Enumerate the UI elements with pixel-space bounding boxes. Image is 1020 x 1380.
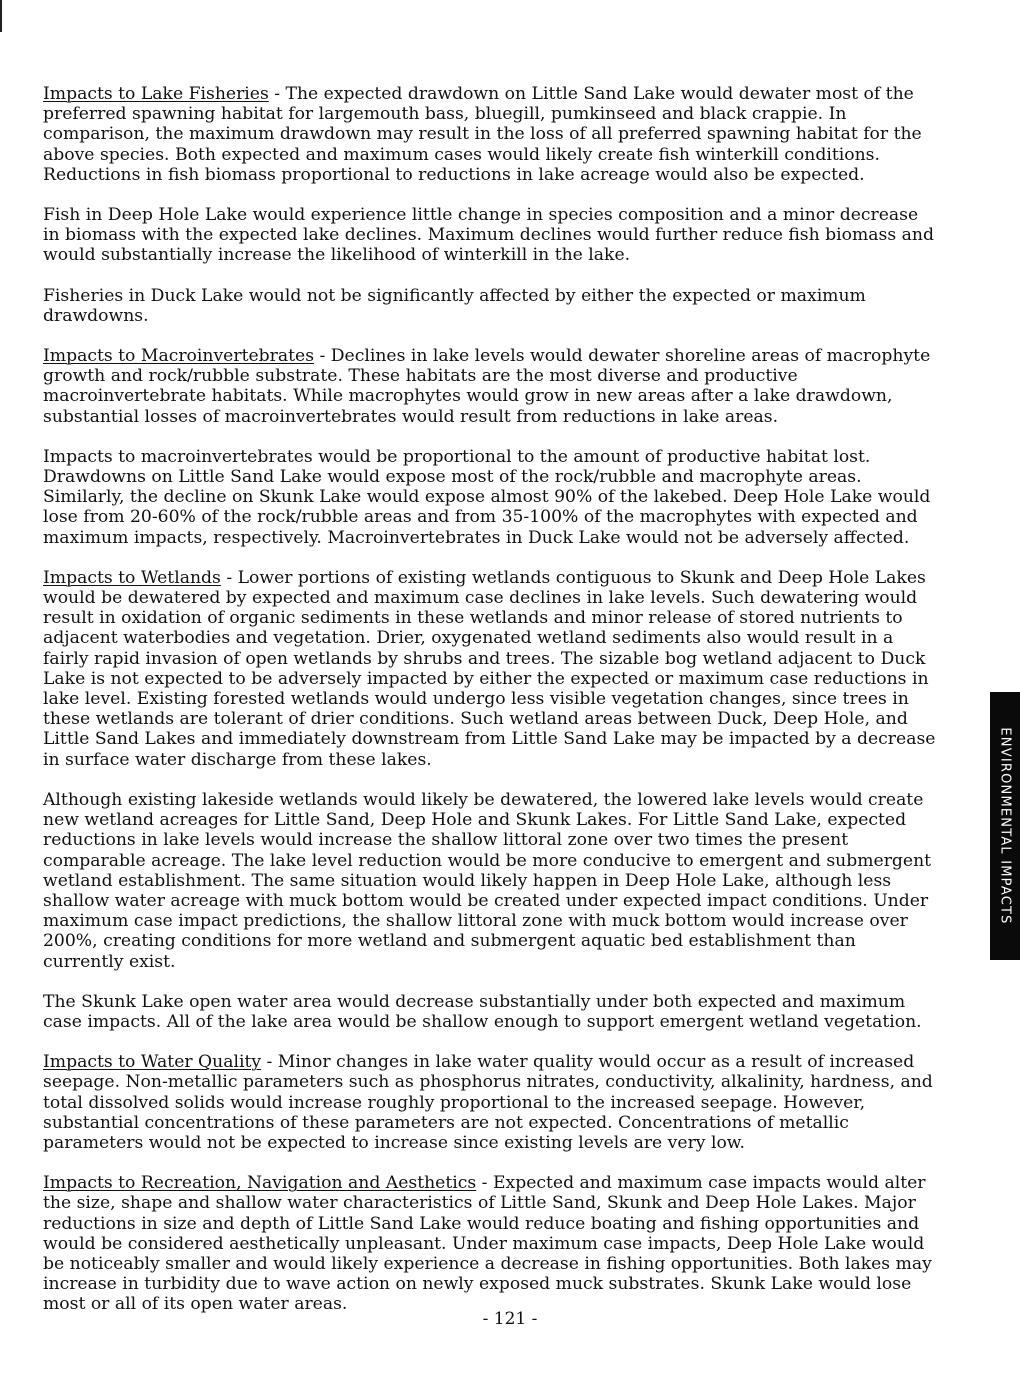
section-heading: Impacts to Wetlands <box>43 567 221 588</box>
paragraph-text: Although existing lakeside wetlands would likely be dewatered, the lowered lake levels would create new wetland acreages for Little Sand, Deep Hole and Skunk Lakes. For Little Sand Lake, expected reductions in lake levels would increase the shallow littoral zone over two times the present comparable acreage. The lake level reduction would be more conducive to emergent and submergent wetland establishment. The same situation would likely happen in Deep Hole Lake, although less shallow water acreage with muck bottom would be created under expected impact conditions. Under maximum case impact predictions, the shallow littoral zone with muck bottom would increase over 200%, creating conditions for more wetland and submergent aquatic bed establishment than currently exist. <box>43 789 932 972</box>
paragraph-text: Fish in Deep Hole Lake would experience little change in species composition and a minor decrease in biomass with the expected lake declines. Maximum declines would further reduce fish biomass and would substantially increase the likelihood of winterkill in the lake. <box>43 205 934 266</box>
paragraph-recreation <box>43 1173 938 1314</box>
paragraph-new-wetlands <box>43 790 938 972</box>
section-heading: Impacts to Recreation, Navigation and Aesthetics <box>43 1173 477 1194</box>
paragraph-text: - Minor changes in lake water quality would occur as a result of increased seepage. Non-metallic parameters such as phosphorus nitrates, conductivity, alkalinity, hardness, and total dissolved solids would increase roughly proportional to the increased seepage. However, substantial concentrations of these parameters are not expected. Concentrations of metallic parameters would not be expected to increase since existing levels are very low. <box>43 1052 933 1153</box>
paragraph-text: - Lower portions of existing wetlands contiguous to Skunk and Deep Hole Lakes would be dewatered by expected and maximum case declines in lake levels. Such dewatering would result in oxidation of organic sediments in these wetlands and minor release of stored nutrients to adjacent waterbodies and vegetation. Drier, oxygenated wetland sediments also would result in a fairly rapid invasion of open wetlands by shrubs and trees. The sizable bog wetland adjacent to Duck Lake is not expected to be adversely impacted by either the expected or maximum case reductions in lake level. Existing forested wetlands would undergo less visible vegetation changes, since trees in these wetlands are tolerant of drier conditions. Such wetland areas between Duck, Deep Hole, and Little Sand Lakes and immediately downstream from Little Sand Lake may be impacted by a decrease in surface water discharge from these lakes. <box>43 567 936 770</box>
paragraph-macroinvertebrate-habitat <box>43 447 938 548</box>
paragraph-water-quality <box>43 1052 938 1153</box>
section-side-tab <box>990 692 1020 960</box>
section-heading: Impacts to Macroinvertebrates <box>43 346 315 367</box>
paragraph-macroinvertebrates <box>43 346 938 427</box>
paragraph-text: Fisheries in Duck Lake would not be significantly affected by either the expected or maximum drawdowns. <box>43 285 866 326</box>
section-heading: Impacts to Water Quality <box>43 1052 262 1073</box>
paragraph-duck-lake-fisheries <box>43 286 938 326</box>
paragraph-text: The Skunk Lake open water area would decrease substantially under both expected and maximum case impacts. All of the lake area would be shallow enough to support emergent wetland vegetation. <box>43 991 922 1032</box>
paragraph-skunk-lake <box>43 992 938 1032</box>
section-heading: Impacts to Lake Fisheries <box>43 84 269 104</box>
scan-edge-mark <box>0 0 2 32</box>
paragraph-deep-hole-fish <box>43 205 938 266</box>
paragraph-text: Impacts to macroinvertebrates would be proportional to the amount of productive habitat lost. Drawdowns on Little Sand Lake would expose most of the rock/rubble and macrophyte areas. Similarly, the decline on Skunk Lake would expose almost 90% of the lakebed. Deep Hole Lake would lose from 20-60% of the rock/rubble areas and from 35-100% of the macrophytes with expected and maximum impacts, respectively. Macroinvertebrates in Duck Lake would not be adversely affected. <box>43 446 931 548</box>
paragraph-text: - Expected and maximum case impacts would alter the size, shape and shallow water characteristics of Little Sand, Skunk and Deep Hole Lakes. Major reductions in size and depth of Little Sand Lake would reduce boating and fishing opportunities and would be considered aesthetically unpleasant. Under maximum case impacts, Deep Hole Lake would be noticeably smaller and would likely experience a decrease in fishing opportunities. Both lakes may increase in turbidity due to wave action on newly exposed muck substrates. Skunk Lake would lose most or all of its open water areas. <box>43 1173 932 1315</box>
paragraph-wetlands <box>43 568 938 770</box>
page-number: - 121 - <box>482 1309 538 1329</box>
document-body <box>43 84 938 1335</box>
paragraph-text: - Declines in lake levels would dewater shoreline areas of macrophyte growth and rock/rubble substrate. These habitats are the most diverse and productive macroinvertebrate habitats. While macrophytes would grow in new areas after a lake drawdown, substantial losses of macroinvertebrates would result from reductions in lake areas. <box>43 346 931 427</box>
paragraph-lake-fisheries <box>43 84 938 185</box>
side-tab-label: ENVIRONMENTAL IMPACTS <box>997 727 1013 925</box>
paragraph-text: - The expected drawdown on Little Sand Lake would dewater most of the preferred spawning habitat for largemouth bass, bluegill, pumkinseed and black crappie. In comparison, the maximum drawdown may result in the loss of all preferred spawning habitat for the above species. Both expected and maximum cases would likely create fish winterkill conditions. Reductions in fish biomass proportional to reductions in lake acreage would also be expected. <box>43 84 922 185</box>
